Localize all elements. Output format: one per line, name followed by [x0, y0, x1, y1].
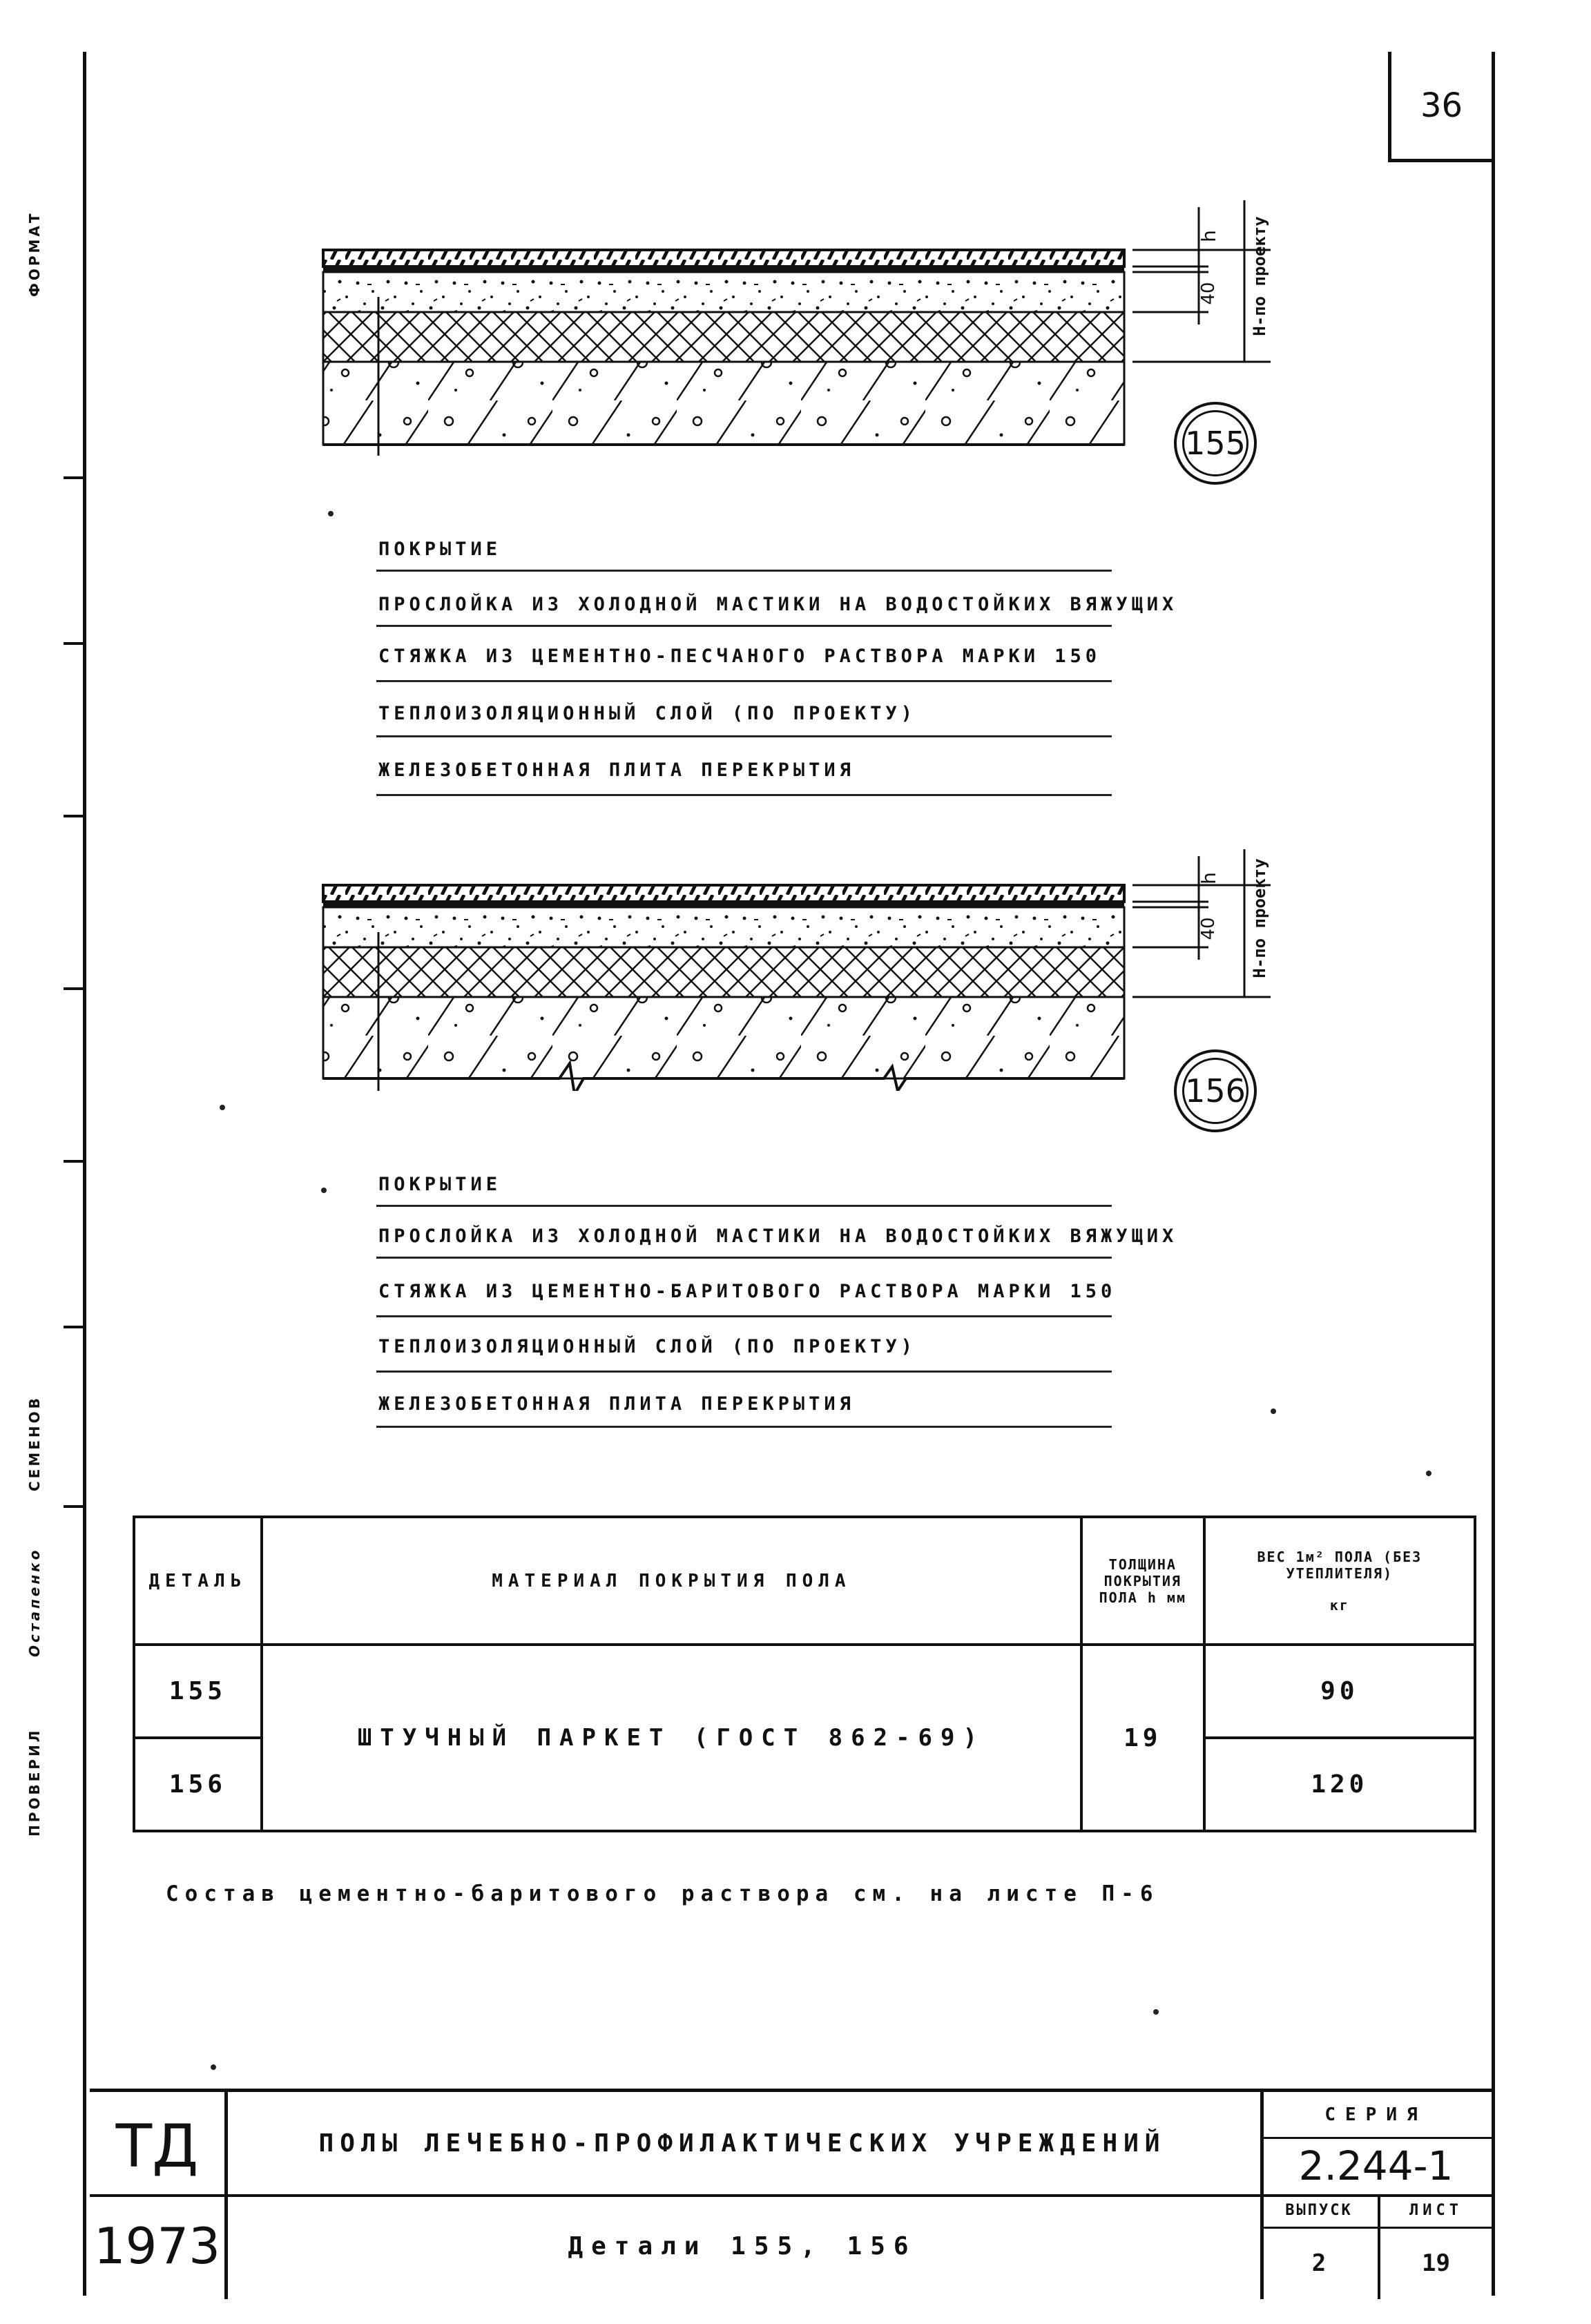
org-mark: ТД — [115, 2112, 199, 2181]
composition-note: Состав цементно-баритового раствора см. на листе П-6 — [166, 1881, 1159, 1906]
dim-40-label: 40 — [1198, 917, 1219, 940]
sheet-label: ЛИСТ — [1409, 2202, 1463, 2219]
dim-total-label: Н-по проекту — [1250, 858, 1269, 978]
col-thickness-header: ТОЛЩИНА ПОКРЫТИЯ ПОЛА h мм — [1081, 1517, 1204, 1645]
row-2-detail: 156 — [134, 1738, 262, 1831]
weight-header-text: ВЕС 1м² ПОЛА (БЕЗ УТЕПЛИТЕЛЯ) — [1257, 1548, 1423, 1582]
margin-tick — [64, 1160, 86, 1163]
divider — [376, 1426, 1112, 1428]
material-cell: ШТУЧНЫЙ ПАРКЕТ (ГОСТ 862-69) — [262, 1645, 1081, 1831]
divider — [376, 1371, 1112, 1373]
margin-tick — [64, 642, 86, 645]
title-block — [90, 2089, 1492, 2296]
dim-total-label: Н-по проекту — [1250, 216, 1269, 336]
scan-speck — [321, 1188, 327, 1193]
series-label: СЕРИЯ — [1324, 2104, 1427, 2125]
margin-signature-left: ПРОВЕРИЛ — [26, 1727, 43, 1837]
detail-155-section — [304, 193, 1298, 456]
dim-40-label: 40 — [1198, 282, 1219, 305]
scan-speck — [220, 1105, 225, 1110]
detail-155-layer-2: ПРОСЛОЙКА ИЗ ХОЛОДНОЙ МАСТИКИ НА ВОДОСТОЙКИХ ВЯЖУЩИХ — [378, 594, 1178, 615]
col-detail-header: ДЕТАЛЬ — [134, 1517, 262, 1645]
detail-156-number: 156 — [1182, 1058, 1248, 1124]
issue-number: 2 — [1311, 2249, 1327, 2277]
dim-h-label: h — [1197, 872, 1220, 884]
scan-speck — [328, 511, 334, 516]
detail-156-layer-4: ТЕПЛОИЗОЛЯЦИОННЫЙ СЛОЙ (ПО ПРОЕКТУ) — [378, 1336, 916, 1357]
divider — [376, 794, 1112, 796]
detail-155-layer-4: ТЕПЛОИЗОЛЯЦИОННЫЙ СЛОЙ (ПО ПРОЕКТУ) — [378, 703, 916, 724]
divider — [376, 1315, 1112, 1317]
margin-signature-right: СЕМЕНОВ — [26, 1395, 43, 1491]
year: 1973 — [93, 2217, 221, 2275]
divider — [376, 1205, 1112, 1207]
detail-156-layer-1: ПОКРЫТИЕ — [378, 1174, 502, 1195]
margin-format-label: ФОРМАТ — [26, 211, 43, 297]
detail-155-layer-1: ПОКРЫТИЕ — [378, 539, 502, 560]
detail-156-section — [304, 829, 1298, 1091]
col-material-header: МАТЕРИАЛ ПОКРЫТИЯ ПОЛА — [262, 1517, 1081, 1645]
drawing-title: ПОЛЫ ЛЕЧЕБНО-ПРОФИЛАКТИЧЕСКИХ УЧРЕЖДЕНИЙ — [318, 2129, 1166, 2158]
detail-155-callout — [1174, 402, 1257, 485]
scan-speck — [1153, 2009, 1159, 2015]
margin-tick — [64, 1505, 86, 1508]
detail-155-layer-5: ЖЕЛЕЗОБЕТОННАЯ ПЛИТА ПЕРЕКРЫТИЯ — [378, 759, 855, 781]
divider — [376, 625, 1112, 627]
row-2-weight: 120 — [1204, 1738, 1475, 1831]
divider — [376, 1257, 1112, 1259]
detail-156-layer-5: ЖЕЛЕЗОБЕТОННАЯ ПЛИТА ПЕРЕКРЫТИЯ — [378, 1393, 855, 1415]
row-1-detail: 155 — [134, 1645, 262, 1738]
divider — [376, 680, 1112, 682]
issue-label: ВЫПУСК — [1285, 2202, 1353, 2219]
margin-tick — [64, 476, 86, 479]
row-1-weight: 90 — [1204, 1645, 1475, 1738]
detail-156-layer-3: СТЯЖКА ИЗ ЦЕМЕНТНО-БАРИТОВОГО РАСТВОРА МАРКИ 150 — [378, 1281, 1117, 1302]
divider — [376, 735, 1112, 737]
sheet-number: 36 — [1388, 52, 1492, 162]
drawing-subtitle: Детали 155, 156 — [568, 2231, 917, 2260]
margin-tick — [64, 987, 86, 990]
series-number: 2.244-1 — [1298, 2142, 1454, 2189]
margin-tick — [64, 1326, 86, 1328]
scan-speck — [1271, 1408, 1276, 1414]
thickness-cell: 19 — [1081, 1645, 1204, 1831]
detail-155-number: 155 — [1182, 410, 1248, 476]
margin-signature-mid: Остапенко — [26, 1547, 43, 1657]
detail-156-layer-2: ПРОСЛОЙКА ИЗ ХОЛОДНОЙ МАСТИКИ НА ВОДОСТОЙКИХ ВЯЖУЩИХ — [378, 1226, 1178, 1247]
col-weight-header — [1204, 1517, 1475, 1645]
weight-unit: кг — [1329, 1596, 1349, 1614]
dim-h-label: h — [1197, 230, 1220, 242]
divider — [376, 570, 1112, 572]
table-row — [134, 1645, 1475, 1738]
detail-156-callout — [1174, 1049, 1257, 1132]
scan-speck — [211, 2064, 216, 2070]
detail-155-layer-3: СТЯЖКА ИЗ ЦЕМЕНТНО-ПЕСЧАНОГО РАСТВОРА МАРКИ 150 — [378, 646, 1101, 667]
sheet-value: 19 — [1422, 2249, 1450, 2277]
scan-speck — [1426, 1471, 1431, 1476]
margin-tick — [64, 815, 86, 817]
material-table — [133, 1516, 1476, 1832]
